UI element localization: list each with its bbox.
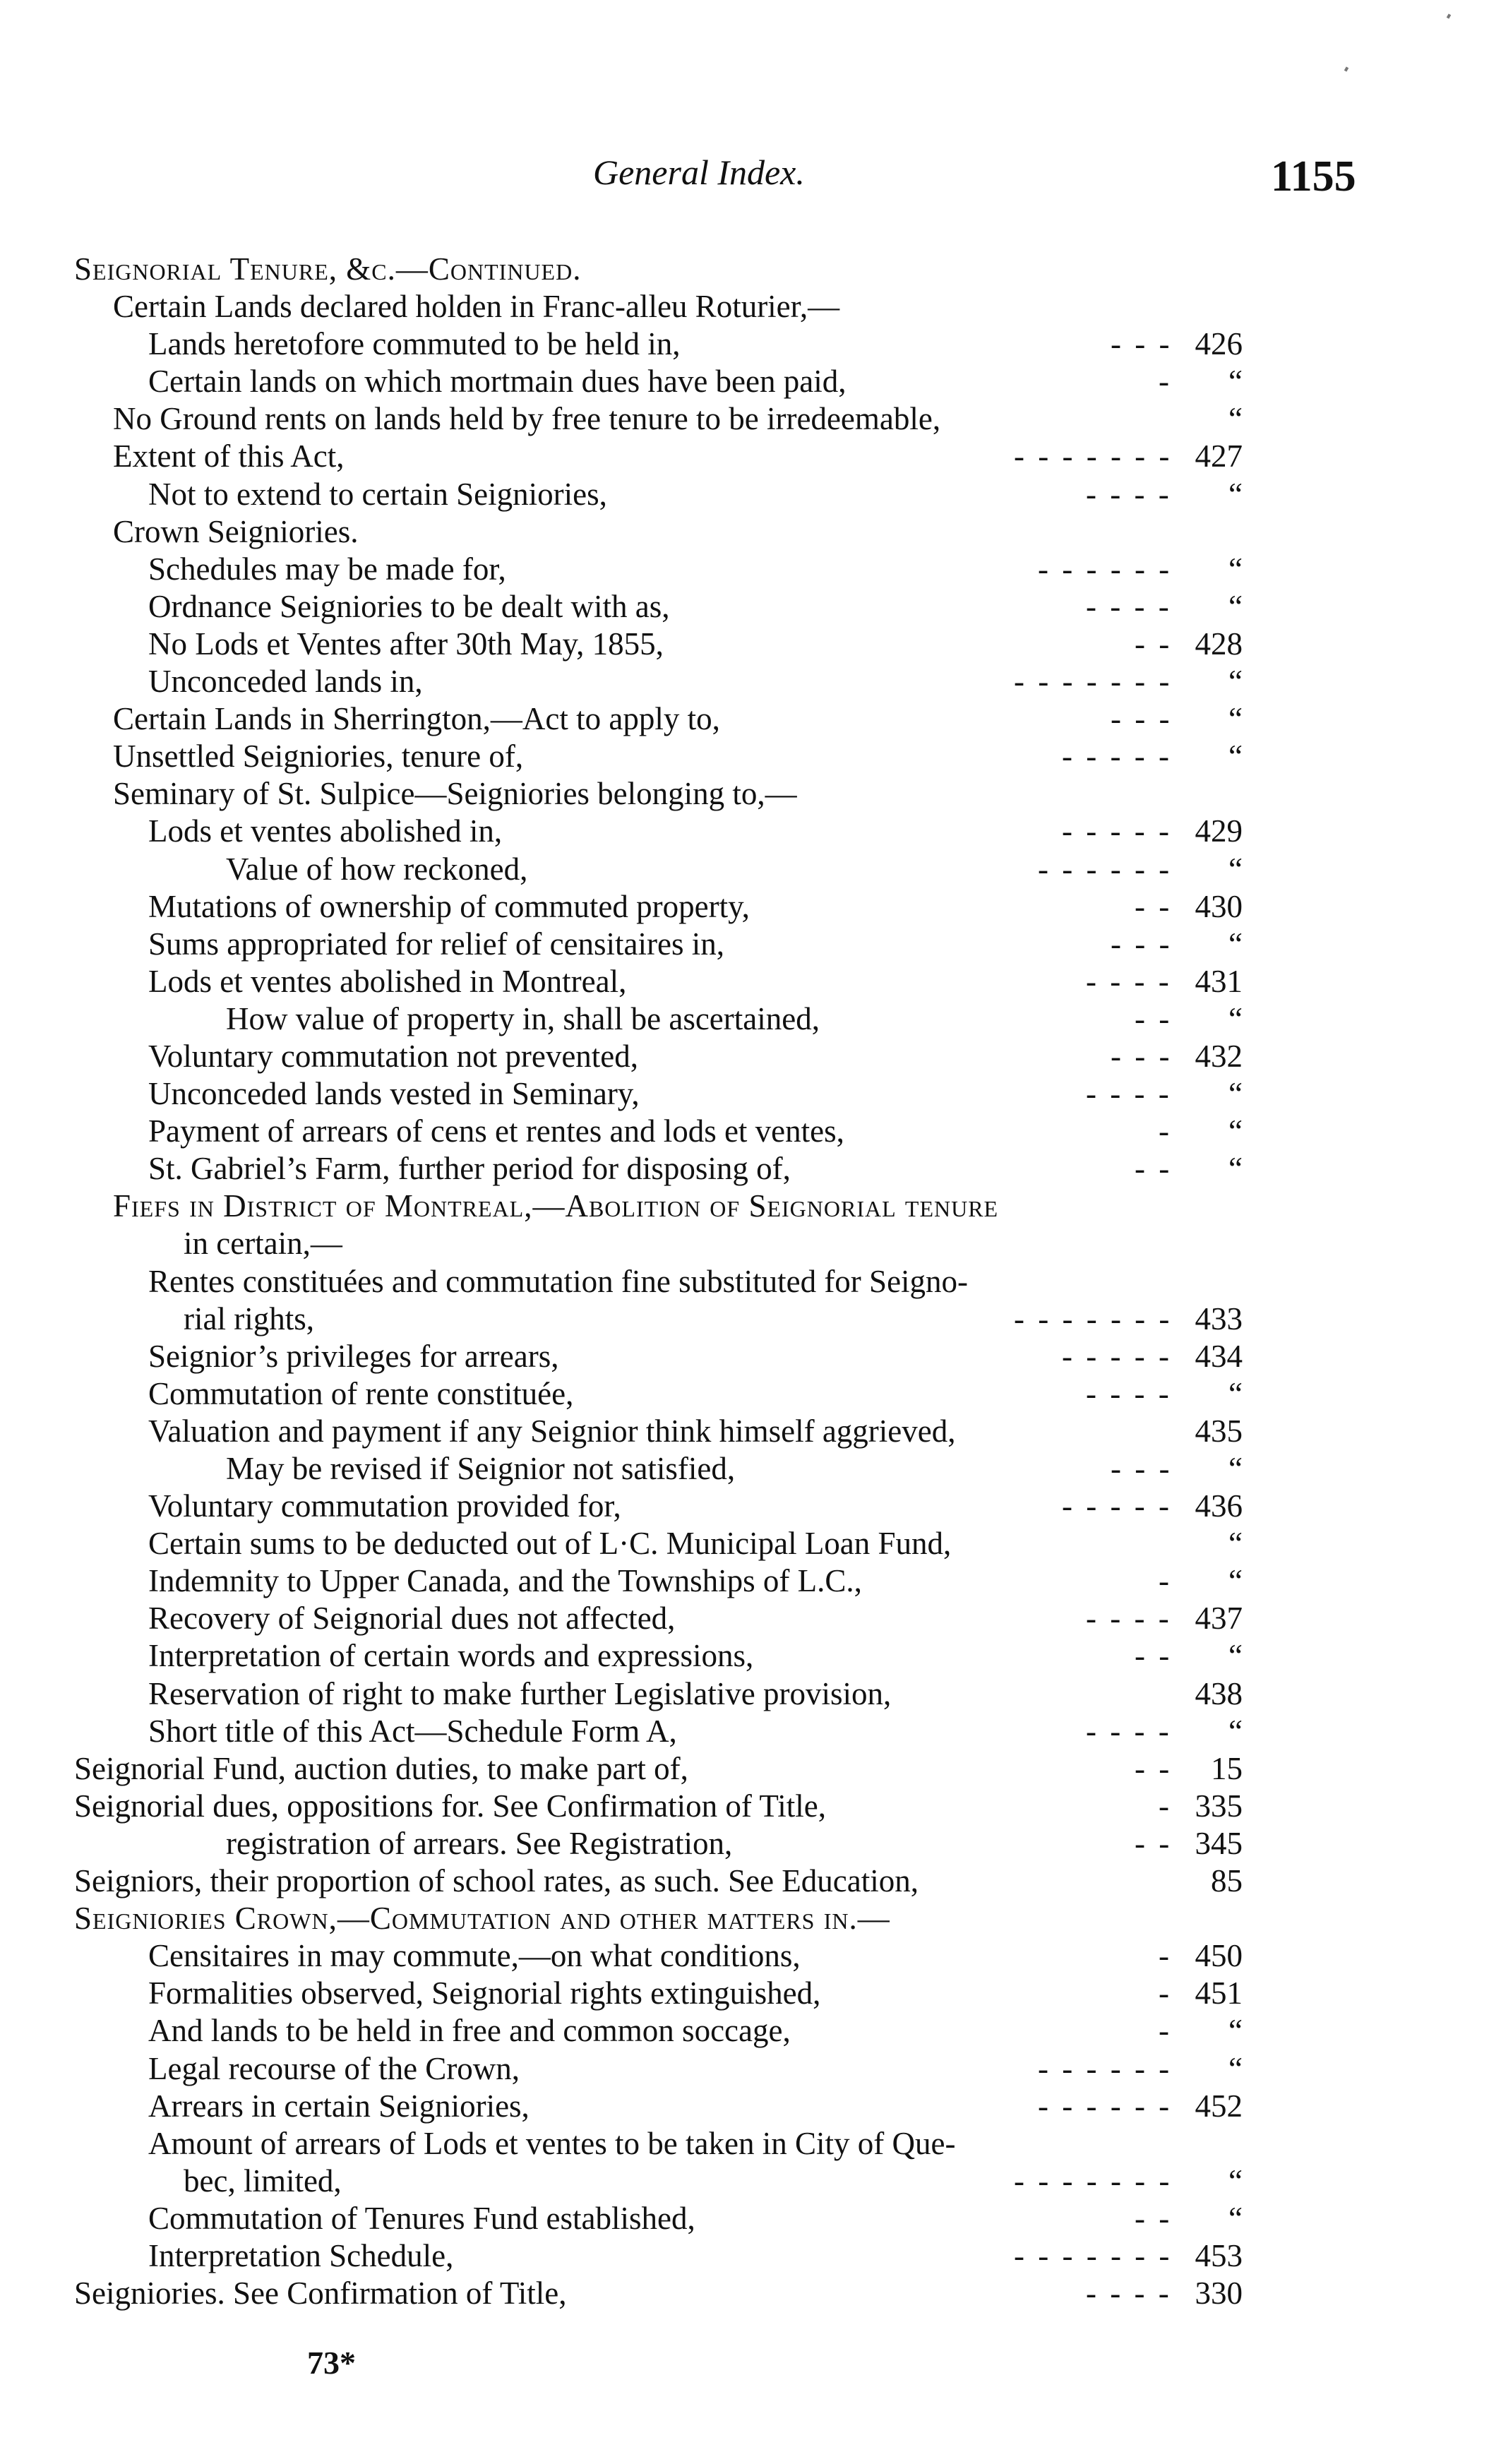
entry-text: Seigniors, their proportion of school rates, as such. See Education,: [74, 1863, 919, 1899]
index-entries: [0, 251, 1501, 2312]
entry-text: Legal recourse of the Crown,: [148, 2050, 520, 2086]
index-entry: [0, 1150, 1501, 1188]
index-entry: [0, 2125, 1501, 2163]
page-reference: 330: [1195, 2275, 1243, 2312]
entry-text: bec, limited,: [184, 2163, 342, 2199]
index-entry: [0, 663, 1501, 700]
entry-text: Lods et ventes abolished in,: [148, 813, 503, 849]
page-reference: “: [1228, 401, 1243, 437]
index-entry: [0, 626, 1501, 663]
entry-text: Seignorial Tenure, &c.—Continued.: [74, 251, 582, 287]
index-entry: [0, 2012, 1501, 2050]
dot-leader: - - -: [1111, 326, 1173, 362]
page-reference: “: [1228, 738, 1243, 775]
entry-text: No Ground rents on lands held by free tenure to be irredeemable,: [113, 401, 941, 437]
signature-mark: 73*: [307, 2345, 356, 2381]
scan-speck: [1447, 13, 1451, 18]
page-reference: 453: [1195, 2237, 1243, 2273]
index-entry: [0, 1825, 1501, 1862]
entry-text: Mutations of ownership of commuted property,: [148, 888, 750, 924]
page-reference: “: [1228, 1451, 1243, 1486]
dot-leader: - -: [1135, 626, 1173, 662]
index-entry: [0, 851, 1501, 888]
index-entry: [0, 1562, 1501, 1600]
page-reference: “: [1228, 588, 1243, 624]
page-reference: “: [1228, 2013, 1243, 2049]
entry-text: Amount of arrears of Lods et ventes to be taken in City of Que-: [148, 2125, 956, 2161]
index-entry: [0, 700, 1501, 738]
entry-text: Recovery of Seignorial dues not affected,: [148, 1601, 676, 1637]
entry-text: Payment of arrears of cens et rentes and lods et ventes,: [148, 1113, 844, 1149]
entry-text: in certain,—: [184, 1226, 342, 1262]
index-entry: [0, 1975, 1501, 2012]
page-reference: “: [1228, 2163, 1243, 2199]
entry-text: Value of how reckoned,: [226, 851, 528, 887]
index-entry: [0, 1375, 1501, 1413]
entry-text: rial rights,: [184, 1300, 314, 1336]
page-reference: 345: [1195, 1825, 1243, 1861]
entry-text: Seigniories Crown,—Commutation and other matters in.—: [74, 1901, 890, 1937]
index-entry: [0, 325, 1501, 363]
page-number: 1155: [1271, 152, 1356, 201]
entry-text: Seignior’s privileges for arrears,: [148, 1338, 559, 1374]
index-entry: [0, 2088, 1501, 2125]
dot-leader: - - - - - - -: [1014, 664, 1173, 700]
index-entry: [0, 963, 1501, 1000]
index-entry: [0, 1000, 1501, 1038]
entry-text: Certain Lands in Sherrington,—Act to apply to,: [113, 701, 720, 737]
index-entry: [0, 1937, 1501, 1975]
page-reference: 450: [1195, 1938, 1243, 1974]
entry-text: Lods et ventes abolished in Montreal,: [148, 963, 627, 999]
index-entry: [0, 363, 1501, 400]
page-reference: 433: [1195, 1300, 1243, 1336]
index-entry: [0, 926, 1501, 963]
page-reference: “: [1228, 2050, 1243, 2086]
entry-text: Seigniories. See Confirmation of Title,: [74, 2275, 567, 2312]
entry-text: Lands heretofore commuted to be held in,: [148, 326, 681, 362]
dot-leader: - - - - -: [1062, 1338, 1172, 1374]
index-entry: [0, 1113, 1501, 1150]
page-reference: 437: [1195, 1601, 1243, 1637]
page-reference: 426: [1195, 326, 1243, 362]
entry-text: Unconceded lands in,: [148, 664, 423, 700]
dot-leader: - - - - - -: [1038, 2050, 1173, 2086]
index-entry: [0, 251, 1501, 288]
index-entry: [0, 1862, 1501, 1900]
page-reference: 452: [1195, 2088, 1243, 2124]
dot-leader: -: [1159, 1113, 1172, 1149]
index-entry: [0, 888, 1501, 926]
entry-text: Certain Lands declared holden in Franc-alleu Roturier,—: [113, 289, 840, 325]
page-reference: “: [1228, 1563, 1243, 1599]
page-reference: “: [1228, 364, 1243, 400]
page-reference: “: [1228, 1713, 1243, 1749]
page-reference: 15: [1211, 1750, 1243, 1786]
index-entry: [0, 1675, 1501, 1713]
entry-text: Rentes constituées and commutation fine substituted for Seigno-: [148, 1263, 969, 1299]
entry-text: How value of property in, shall be ascertained,: [226, 1000, 820, 1036]
entry-text: Interpretation Schedule,: [148, 2237, 454, 2273]
entry-text: Formalities observed, Seignorial rights extinguished,: [148, 1975, 821, 2011]
entry-text: Seignorial Fund, auction duties, to make part of,: [74, 1750, 688, 1786]
index-entry: [0, 1300, 1501, 1338]
index-entry: [0, 1637, 1501, 1675]
dot-leader: - -: [1135, 888, 1173, 924]
page-reference: 430: [1195, 888, 1243, 924]
entry-text: Censitaires in may commute,—on what conditions,: [148, 1938, 801, 1974]
index-entry: [0, 1188, 1501, 1225]
entry-text: Fiefs in District of Montreal,—Abolition of Seignorial tenure: [113, 1188, 999, 1224]
entry-text: Reservation of right to make further Legislative provision,: [148, 1675, 892, 1711]
index-entry: [0, 1488, 1501, 1525]
dot-leader: -: [1159, 1975, 1172, 2011]
page-reference: “: [1228, 1000, 1243, 1036]
index-entry: [0, 513, 1501, 551]
page-reference: 427: [1195, 438, 1243, 474]
index-entry: [0, 1900, 1501, 1937]
index-entry: [0, 2200, 1501, 2237]
index-entry: [0, 288, 1501, 325]
dot-leader: - - - -: [1086, 588, 1172, 624]
index-entry: [0, 588, 1501, 626]
entry-text: And lands to be held in free and common soccage,: [148, 2013, 791, 2049]
page-reference: “: [1228, 926, 1243, 962]
page-reference: “: [1228, 551, 1243, 587]
entry-text: Voluntary commutation provided for,: [148, 1488, 621, 1524]
dot-leader: - -: [1135, 1151, 1173, 1187]
entry-text: Voluntary commutation not prevented,: [148, 1038, 639, 1074]
dot-leader: -: [1159, 1788, 1172, 1824]
scan-speck: [1344, 66, 1348, 71]
dot-leader: - - -: [1111, 1038, 1173, 1074]
dot-leader: -: [1159, 364, 1172, 400]
running-title: General Index.: [593, 152, 805, 192]
entry-text: St. Gabriel’s Farm, further period for disposing of,: [148, 1151, 791, 1187]
page-reference: 435: [1195, 1413, 1243, 1449]
page-reference: “: [1228, 664, 1243, 700]
dot-leader: - - - -: [1086, 1076, 1172, 1112]
entry-text: Unsettled Seigniories, tenure of,: [113, 738, 524, 775]
entry-text: Valuation and payment if any Seignior think himself aggrieved,: [148, 1413, 956, 1449]
dot-leader: - -: [1135, 1825, 1173, 1861]
dot-leader: - - - -: [1086, 963, 1172, 999]
entry-text: Commutation of Tenures Fund established,: [148, 2200, 695, 2236]
index-entry: [0, 738, 1501, 775]
entry-text: Seignorial dues, oppositions for. See Confirmation of Title,: [74, 1788, 826, 1824]
index-entry: [0, 1075, 1501, 1113]
page-reference: 451: [1195, 1975, 1243, 2011]
page-reference: “: [1228, 1526, 1243, 1562]
dot-leader: - - - -: [1086, 2275, 1172, 2312]
page-reference: 428: [1195, 626, 1243, 662]
dot-leader: - -: [1135, 1638, 1173, 1674]
page-reference: 431: [1195, 963, 1243, 999]
dot-leader: - - - - - -: [1038, 2088, 1173, 2124]
dot-leader: - - - - - - -: [1014, 1300, 1173, 1336]
entry-text: Crown Seigniories.: [113, 513, 359, 549]
page-reference: “: [1228, 701, 1243, 737]
entry-text: Extent of this Act,: [113, 438, 345, 474]
dot-leader: - - - -: [1086, 1713, 1172, 1749]
page-reference: “: [1228, 1151, 1243, 1187]
index-entry: [0, 1600, 1501, 1637]
index-entry: [0, 400, 1501, 438]
index-entry: [0, 1225, 1501, 1262]
dot-leader: -: [1159, 1563, 1172, 1599]
entry-text: Unconceded lands vested in Seminary,: [148, 1076, 640, 1112]
dot-leader: - - -: [1111, 926, 1173, 962]
page-reference: 429: [1195, 813, 1243, 849]
entry-text: Ordnance Seigniories to be dealt with as,: [148, 588, 670, 624]
dot-leader: -: [1159, 2013, 1172, 2049]
entry-text: May be revised if Seignior not satisfied,: [226, 1451, 736, 1486]
dot-leader: - - - - - - -: [1014, 2163, 1173, 2199]
dot-leader: - -: [1135, 2200, 1173, 2236]
page-reference: 438: [1195, 1675, 1243, 1711]
index-entry: [0, 1038, 1501, 1075]
index-entry: [0, 1413, 1501, 1450]
entry-text: Certain lands on which mortmain dues have been paid,: [148, 364, 847, 400]
page-reference: “: [1228, 2200, 1243, 2236]
page-reference: “: [1228, 476, 1243, 512]
index-entry: [0, 1788, 1501, 1825]
page-reference: “: [1228, 1076, 1243, 1112]
dot-leader: - -: [1135, 1750, 1173, 1786]
index-entry: [0, 1750, 1501, 1788]
index-entry: [0, 476, 1501, 513]
dot-leader: - - -: [1111, 1451, 1173, 1486]
dot-leader: - - - - -: [1062, 1488, 1172, 1524]
page-reference: 85: [1211, 1863, 1243, 1899]
entry-text: Schedules may be made for,: [148, 551, 506, 587]
index-entry: [0, 2237, 1501, 2275]
entry-text: Interpretation of certain words and expressions,: [148, 1638, 754, 1674]
entry-text: Commutation of rente constituée,: [148, 1375, 574, 1411]
entry-text: Short title of this Act—Schedule Form A,: [148, 1713, 677, 1749]
entry-text: Not to extend to certain Seigniories,: [148, 476, 607, 512]
page-reference: 434: [1195, 1338, 1243, 1374]
page-reference: “: [1228, 1638, 1243, 1674]
page-reference: “: [1228, 1375, 1243, 1411]
entry-text: Arrears in certain Seigniories,: [148, 2088, 530, 2124]
entry-text: registration of arrears. See Registration,: [226, 1825, 733, 1861]
index-entry: [0, 1450, 1501, 1488]
dot-leader: - - - -: [1086, 1601, 1172, 1637]
entry-text: Seminary of St. Sulpice—Seigniories belonging to,—: [113, 776, 797, 812]
dot-leader: - - - - -: [1062, 813, 1172, 849]
entry-text: Certain sums to be deducted out of L·C. Municipal Loan Fund,: [148, 1526, 952, 1562]
entry-text: No Lods et Ventes after 30th May, 1855,: [148, 626, 664, 662]
index-entry: [0, 813, 1501, 850]
page-reference: “: [1228, 851, 1243, 887]
dot-leader: - - - - - -: [1038, 851, 1173, 887]
page-reference: 432: [1195, 1038, 1243, 1074]
index-entry: [0, 1525, 1501, 1562]
index-entry: [0, 551, 1501, 588]
dot-leader: - - - - - -: [1038, 551, 1173, 587]
dot-leader: - - -: [1111, 701, 1173, 737]
index-entry: [0, 775, 1501, 813]
index-entry: [0, 1338, 1501, 1375]
dot-leader: - - - - -: [1062, 738, 1172, 775]
dot-leader: - - - -: [1086, 476, 1172, 512]
index-entry: [0, 1713, 1501, 1750]
page-reference: 335: [1195, 1788, 1243, 1824]
dot-leader: - - - - - - -: [1014, 2237, 1173, 2273]
index-entry: [0, 438, 1501, 475]
dot-leader: -: [1159, 1938, 1172, 1974]
page-reference: 436: [1195, 1488, 1243, 1524]
index-entry: [0, 2275, 1501, 2312]
index-entry: [0, 2050, 1501, 2088]
page-reference: “: [1228, 1113, 1243, 1149]
dot-leader: - -: [1135, 1000, 1173, 1036]
entry-text: Sums appropriated for relief of censitaires in,: [148, 926, 724, 962]
index-entry: [0, 2163, 1501, 2200]
entry-text: Indemnity to Upper Canada, and the Townships of L.C.,: [148, 1563, 862, 1599]
index-entry: [0, 1263, 1501, 1300]
dot-leader: - - - -: [1086, 1375, 1172, 1411]
page-header: [0, 145, 1501, 208]
dot-leader: - - - - - - -: [1014, 438, 1173, 474]
